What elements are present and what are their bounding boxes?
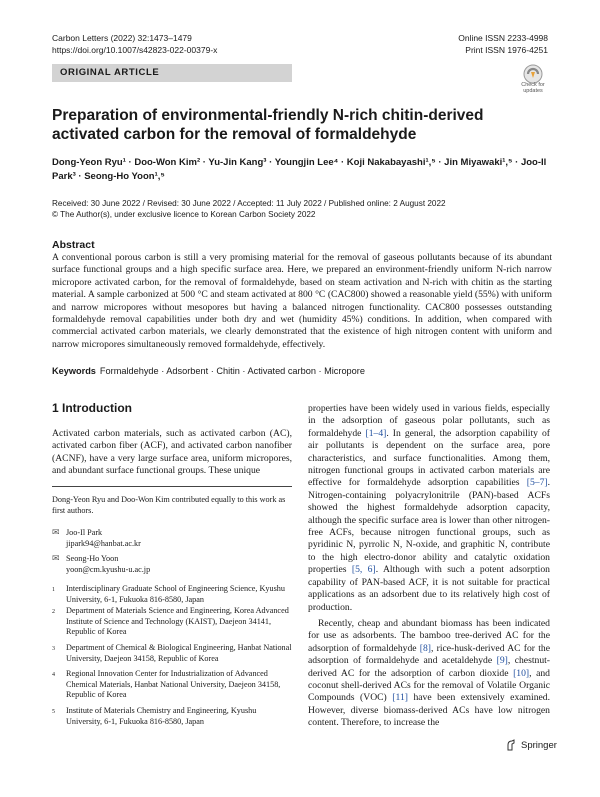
journal-citation: Carbon Letters (2022) 32:1473–1479 — [52, 33, 192, 43]
author-list: Dong-Yeon Ryu¹ · Doo-Won Kim² · Yu-Jin Kang³ · Youngjin Lee⁴ · Koji Nakabayashi¹,⁵ · Jin Miyawaki¹,⁵ · Joo-Il Park³ · Seong-Ho Yoon¹,⁵ — [52, 157, 547, 182]
doi-link[interactable]: https://doi.org/10.1007/s42823-022-00379-x — [52, 45, 218, 55]
print-issn: Print ISSN 1976-4251 — [465, 45, 548, 55]
publication-dates — [52, 198, 552, 220]
citation-link[interactable]: [1–4] — [365, 427, 387, 439]
intro-paragraph — [308, 618, 550, 730]
affiliation-5 — [52, 706, 292, 727]
contact-email[interactable]: jipark94@hanbat.ac.kr — [66, 539, 141, 548]
copyright-line: © The Author(s), under exclusive licence to Korean Carbon Society 2022 — [52, 210, 316, 219]
history-dates: Received: 30 June 2022 / Revised: 30 June 2022 / Accepted: 11 July 2022 / Published online: 2 August 2022 — [52, 199, 446, 208]
contact-name: Joo-Il Park — [66, 528, 103, 537]
publisher-logo — [505, 739, 557, 751]
affiliation-text: Department of Materials Science and Engineering, Korea Advanced Institute of Science and Technology (KAIST), Daejeon 34141, Republic of Korea — [66, 606, 289, 637]
intro-right-column — [308, 403, 550, 734]
affiliation-number: 2 — [52, 609, 55, 615]
affiliation-text: Interdisciplinary Graduate School of Engineering Science, Kyushu University, 6-1, Fukuoka 816-8580, Japan — [66, 584, 285, 604]
online-issn: Online ISSN 2233-4998 — [458, 33, 548, 43]
text-run: properties have been widely used in various fields, especially in the adsorption of gaseous polar pollutants, such as formaldehyde — [308, 403, 550, 439]
citation-link[interactable]: [11] — [392, 692, 408, 704]
publisher-name: Springer — [521, 739, 557, 751]
affiliation-text: Regional Innovation Center for Industrialization of Advanced Chemical Materials, Hanbat National University, Daejeon 34158, Republic of Korea — [66, 669, 281, 700]
citation-link[interactable]: [8] — [419, 642, 431, 654]
citation-link[interactable]: [10] — [513, 667, 530, 679]
contact-email[interactable]: yoon@cm.kyushu-u.ac.jp — [66, 565, 151, 574]
affiliation-number: 4 — [52, 672, 55, 678]
citation-link[interactable]: [5, 6] — [351, 564, 376, 576]
text-run: have been extensively examined. However, diverse biomass-derived ACs have low nitrogen content. Therefore, to increase the — [308, 692, 550, 729]
keywords-line — [52, 366, 552, 376]
contact-name: Seong-Ho Yoon — [66, 554, 119, 563]
affiliation-text: Institute of Materials Chemistry and Engineering, Kyushu University, 6-1, Fukuoka 816-8580, Japan — [66, 706, 257, 726]
affiliation-2 — [52, 606, 292, 638]
contact-yoon — [52, 553, 292, 575]
intro-paragraph — [308, 403, 550, 614]
keywords-label: Keywords — [52, 366, 96, 376]
affiliation-number: 5 — [52, 709, 55, 715]
text-run: Recently, cheap and abundant biomass has been indicated for use as adsorbents. The bamboo tree-derived AC for the adsorption of formaldehyde — [308, 617, 550, 654]
text-run: . Nitrogen-containing polyacrylonitrile (PAN)-based ACFs showed the highest formaldehyde adsorption capacity, although the specific surface area is lower than other nitrogen-free ACFs, because nitrogen functional groups, such as pyridinic N, pyrrolic N, N-oxide, and graphitic N, contribute to the high electro-donor ability and catalytic oxidation properties — [308, 477, 550, 576]
section-heading-introduction: 1 Introduction — [52, 401, 132, 415]
intro-left-paragraph: Activated carbon materials, such as activated carbon (AC), activated carbon fiber (ACF), and activated carbon nanofiber (ACNF), have a very large surface area, uniform micropores, and abundant surface functional groups. These unique — [52, 428, 292, 477]
text-run: , and coconut shell-derived ACs for the removal of Volatile Organic Compounds (VOC) — [308, 667, 550, 704]
article-type-badge: ORIGINAL ARTICLE — [52, 64, 292, 82]
affiliation-number: 1 — [52, 587, 55, 593]
affiliation-4 — [52, 669, 292, 701]
article-title: Preparation of environmental-friendly N-rich chitin-derived activated carbon for the removal of formaldehyde — [52, 107, 484, 143]
envelope-icon: ✉ — [52, 527, 60, 537]
text-run: , chestnut-derived AC for the adsorption of carbon dioxide — [308, 655, 551, 679]
envelope-icon: ✉ — [52, 553, 60, 563]
citation-link[interactable]: [5–7] — [526, 477, 548, 489]
abstract-body: A conventional porous carbon is still a very promising material for the removal of gaseous pollutants because of its abundant surface functional groups and a high specific surface area. Here, we prepared an environment-friendly uniform N-rich narrow micropore activated carbon, for the removal of formaldehyde, based on steam activation and N-rich with chitin as the starting material. A sample carbonized at 500 °C and steam activated at 800 °C (CAC800) showed a reasonable yield (55%) with uniform and narrow micropores without mesopores but having a balanced nitrogen functionality. CAC800 possesses outstanding formaldehyde removal capabilities under both dry and wet (humidity 45%) conditions. In addition, when compared with commercial activated carbon materials, we clearly demonstrated that the existence of high nitrogen content with uniform and narrow micropores simultaneously removed formaldehyde, effectively. — [52, 252, 552, 350]
issn-header — [458, 32, 548, 56]
text-run: , rice-husk-derived AC for the adsorption of formaldehyde and acetaldehyde — [308, 642, 550, 667]
crossmark-label[interactable]: Check for updates — [521, 82, 545, 94]
abstract-heading: Abstract — [52, 239, 95, 251]
footnote-divider — [52, 486, 292, 487]
text-run: . In general, the adsorption capability of air pollutants is dependent on the surface area, pore characteristics, and surface functionalities. Among them, nitrogen functional groups in activated carbon materials are effective for formaldehyde adsorption capabilities — [308, 427, 551, 489]
journal-header — [52, 32, 217, 56]
text-run: . Although with such a potent adsorption capability of PAN-based ACF, it is not suitable for practical applications as an adsorbent due to its relatively high cost of production. — [308, 564, 550, 613]
affiliation-text: Department of Chemical & Biological Engineering, Hanbat National University, Daejeon 34158, Republic of Korea — [66, 643, 292, 663]
affiliation-number: 3 — [52, 646, 55, 652]
affiliation-1 — [52, 584, 292, 605]
affiliation-3 — [52, 643, 292, 664]
contribution-note: Dong-Yeon Ryu and Doo-Won Kim contributed equally to this work as first authors. — [52, 495, 286, 515]
contact-park — [52, 527, 292, 549]
citation-link[interactable]: [9] — [496, 655, 508, 667]
keywords-list: Formaldehyde · Adsorbent · Chitin · Activated carbon · Micropore — [99, 366, 365, 376]
springer-horse-icon — [505, 739, 517, 751]
